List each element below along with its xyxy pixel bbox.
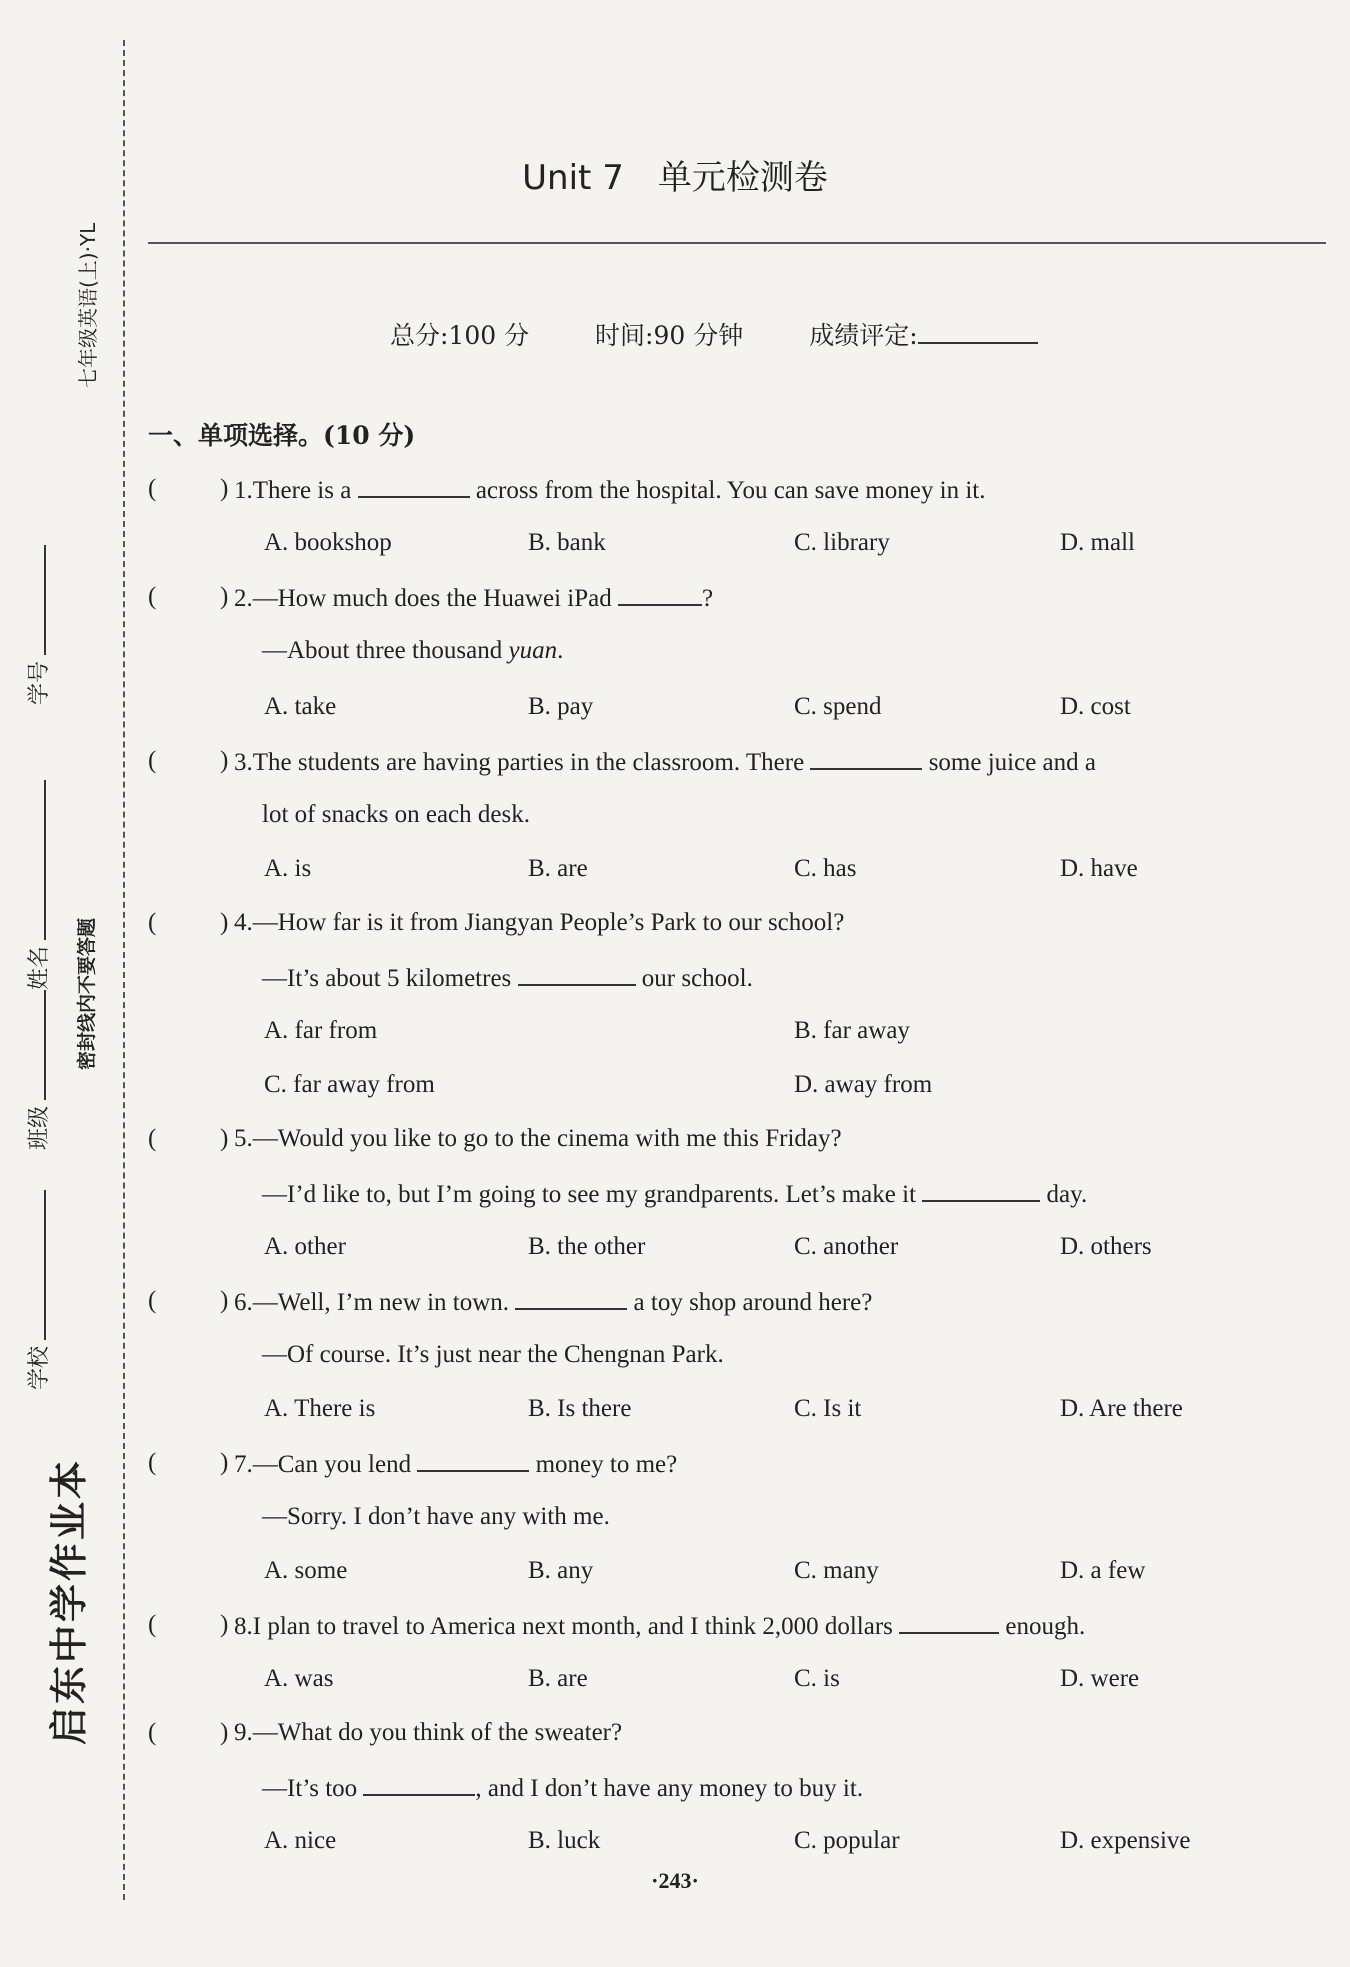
- stem-text: I plan to travel to America next month, and I think 2,000 dollars: [252, 1613, 893, 1640]
- question-stem: [234, 1448, 677, 1480]
- option-c[interactable]: C. is: [794, 1665, 840, 1692]
- question-number: 1.: [234, 477, 253, 504]
- fill-blank[interactable]: [618, 582, 702, 606]
- answer-paren-close: ): [220, 1719, 229, 1746]
- option-c[interactable]: C. spend: [794, 693, 882, 720]
- option-b[interactable]: B. any: [528, 1557, 594, 1584]
- question-stem: [234, 908, 844, 938]
- stem-text: —What do you think of the sweater?: [252, 1719, 623, 1746]
- seal-dashed-line: [123, 40, 125, 1900]
- stem-text: , and I don’t have any money to buy it.: [475, 1775, 864, 1802]
- answer-paren-close: ): [220, 583, 229, 610]
- stem-text: —It’s too: [262, 1775, 358, 1802]
- answer-paren-close: ): [220, 1125, 229, 1152]
- option-a[interactable]: A. some: [264, 1557, 348, 1584]
- stem-text: —How much does the Huawei iPad: [252, 585, 612, 612]
- option-c[interactable]: C. far away from: [264, 1071, 435, 1098]
- stem-text: money to me?: [535, 1451, 678, 1478]
- school-blank[interactable]: [44, 1190, 46, 1340]
- option-d[interactable]: D. have: [1060, 855, 1138, 882]
- binding-strip: [0, 0, 140, 1967]
- answer-paren-close: ): [220, 1611, 229, 1638]
- answer-paren-open[interactable]: (: [148, 1719, 157, 1746]
- stem-text: —How far is it from Jiangyan People’s Park to our school?: [252, 909, 845, 936]
- stem-text: —About three thousand: [262, 637, 503, 664]
- fill-blank[interactable]: [899, 1610, 999, 1634]
- class-blank[interactable]: [44, 990, 46, 1100]
- stem-text: There is a: [252, 477, 352, 504]
- title-rule: [148, 242, 1326, 244]
- option-a[interactable]: A. bookshop: [264, 529, 392, 556]
- option-b[interactable]: B. are: [528, 1665, 588, 1692]
- stem-continuation: lot of snacks on each desk.: [262, 801, 530, 828]
- fill-blank[interactable]: [518, 962, 636, 986]
- stem-italic: yuan: [508, 637, 558, 664]
- answer-paren-open[interactable]: (: [148, 909, 157, 936]
- question-number: 3.: [234, 749, 253, 776]
- fill-blank[interactable]: [363, 1772, 475, 1796]
- stem-continuation: [262, 1178, 1087, 1210]
- answer-paren-close: ): [220, 475, 229, 502]
- option-d[interactable]: D. expensive: [1060, 1827, 1191, 1854]
- stem-text: our school.: [641, 965, 753, 992]
- question-number: 6.: [234, 1289, 253, 1316]
- stem-text: —I’d like to, but I’m going to see my grandparents. Let’s make it: [262, 1181, 917, 1208]
- option-a[interactable]: A. far from: [264, 1017, 378, 1044]
- stem-continuation: [262, 636, 563, 666]
- option-d[interactable]: D. a few: [1060, 1557, 1146, 1584]
- total-score: 总分:100 分: [390, 321, 530, 350]
- option-b[interactable]: B. the other: [528, 1233, 646, 1260]
- question-stem: [234, 1124, 842, 1154]
- stem-text: —It’s about 5 kilometres: [262, 965, 512, 992]
- option-a[interactable]: A. is: [264, 855, 312, 882]
- stem-text: a toy shop around here?: [633, 1289, 873, 1316]
- answer-paren-open[interactable]: (: [148, 1125, 157, 1152]
- student-id-blank[interactable]: [44, 545, 46, 655]
- option-c[interactable]: C. many: [794, 1557, 879, 1584]
- stem-text: —Would you like to go to the cinema with me this Friday?: [252, 1125, 842, 1152]
- page-title: Unit 7 单元检测卷: [522, 158, 828, 198]
- stem-text: ?: [701, 585, 714, 612]
- option-b[interactable]: B. far away: [794, 1017, 910, 1044]
- answer-paren-close: ): [220, 747, 229, 774]
- brand-title: 启东中学作业本: [47, 1457, 91, 1745]
- school-label: 学校: [27, 1345, 52, 1390]
- stem-text: —Can you lend: [252, 1451, 412, 1478]
- name-label: 姓名: [27, 945, 52, 990]
- option-b[interactable]: B. pay: [528, 693, 594, 720]
- exam-meta: [390, 316, 1096, 352]
- question-number: 9.: [234, 1719, 253, 1746]
- stem-text: some juice and a: [928, 749, 1097, 776]
- question-stem: [234, 1718, 622, 1748]
- time-limit: 时间:90 分钟: [595, 321, 744, 350]
- option-b[interactable]: B. luck: [528, 1827, 601, 1854]
- answer-paren-open[interactable]: (: [148, 747, 157, 774]
- option-d[interactable]: D. Are there: [1060, 1395, 1183, 1422]
- fill-blank[interactable]: [515, 1286, 627, 1310]
- stem-continuation: [262, 962, 753, 994]
- answer-paren-open[interactable]: (: [148, 1287, 157, 1314]
- name-field: [22, 780, 53, 990]
- grade-blank[interactable]: [918, 342, 1038, 344]
- section-title: 一、单项选择。(10 分): [148, 421, 416, 450]
- question-stem: [234, 474, 985, 506]
- fill-blank[interactable]: [810, 746, 922, 770]
- question-stem: [234, 746, 1096, 778]
- option-c[interactable]: C. Is it: [794, 1395, 862, 1422]
- option-a[interactable]: A. was: [264, 1665, 334, 1692]
- question-number: 5.: [234, 1125, 253, 1152]
- stem-text: .: [557, 637, 564, 664]
- option-c[interactable]: C. has: [794, 855, 857, 882]
- answer-paren-close: ): [220, 909, 229, 936]
- option-a[interactable]: A. nice: [264, 1827, 337, 1854]
- answer-paren-open[interactable]: (: [148, 1611, 157, 1638]
- stem-text: enough.: [1005, 1613, 1086, 1640]
- option-d[interactable]: D. away from: [794, 1071, 933, 1098]
- stem-text: The students are having parties in the classroom. There: [252, 749, 805, 776]
- option-b[interactable]: B. Is there: [528, 1395, 632, 1422]
- school-field: [22, 1190, 53, 1390]
- page-number: ·243·: [651, 1868, 699, 1893]
- fill-blank[interactable]: [417, 1448, 529, 1472]
- question-number: 2.: [234, 585, 253, 612]
- question-number: 4.: [234, 909, 253, 936]
- class-label: 班级: [27, 1105, 52, 1150]
- name-blank[interactable]: [44, 780, 46, 940]
- class-field: [22, 990, 53, 1150]
- fill-blank[interactable]: [922, 1178, 1040, 1202]
- grade-label: 成绩评定:: [809, 321, 918, 350]
- option-d[interactable]: D. others: [1060, 1233, 1152, 1260]
- fill-blank[interactable]: [358, 474, 470, 498]
- question-number: 8.: [234, 1613, 253, 1640]
- stem-text: across from the hospital. You can save money in it.: [475, 477, 986, 504]
- answer-paren-open[interactable]: (: [148, 475, 157, 502]
- stem-continuation: —Of course. It’s just near the Chengnan Park.: [262, 1341, 724, 1368]
- option-a[interactable]: A. There is: [264, 1395, 376, 1422]
- answer-paren-close: ): [220, 1449, 229, 1476]
- student-id-field: [22, 545, 53, 705]
- answer-paren-close: ): [220, 1287, 229, 1314]
- question-stem: [234, 582, 713, 614]
- option-d[interactable]: D. were: [1060, 1665, 1140, 1692]
- answer-paren-open[interactable]: (: [148, 583, 157, 610]
- question-stem: [234, 1286, 872, 1318]
- option-c[interactable]: C. another: [794, 1233, 899, 1260]
- option-b[interactable]: B. are: [528, 855, 588, 882]
- book-label: 七年级英语(上)·YL: [76, 222, 100, 388]
- option-a[interactable]: A. other: [264, 1233, 346, 1260]
- option-b[interactable]: B. bank: [528, 529, 606, 556]
- stem-text: —Well, I’m new in town.: [252, 1289, 510, 1316]
- seal-notice: 密封线内不要答题: [76, 917, 98, 1070]
- option-d[interactable]: D. cost: [1060, 693, 1131, 720]
- student-id-label: 学号: [27, 660, 52, 705]
- question-stem: [234, 1610, 1085, 1642]
- question-number: 7.: [234, 1451, 253, 1478]
- option-a[interactable]: A. take: [264, 693, 337, 720]
- answer-paren-open[interactable]: (: [148, 1449, 157, 1476]
- option-c[interactable]: C. library: [794, 529, 890, 556]
- option-c[interactable]: C. popular: [794, 1827, 900, 1854]
- stem-continuation: —Sorry. I don’t have any with me.: [262, 1503, 610, 1530]
- option-d[interactable]: D. mall: [1060, 529, 1135, 556]
- stem-text: day.: [1046, 1181, 1088, 1208]
- stem-continuation: [262, 1772, 863, 1804]
